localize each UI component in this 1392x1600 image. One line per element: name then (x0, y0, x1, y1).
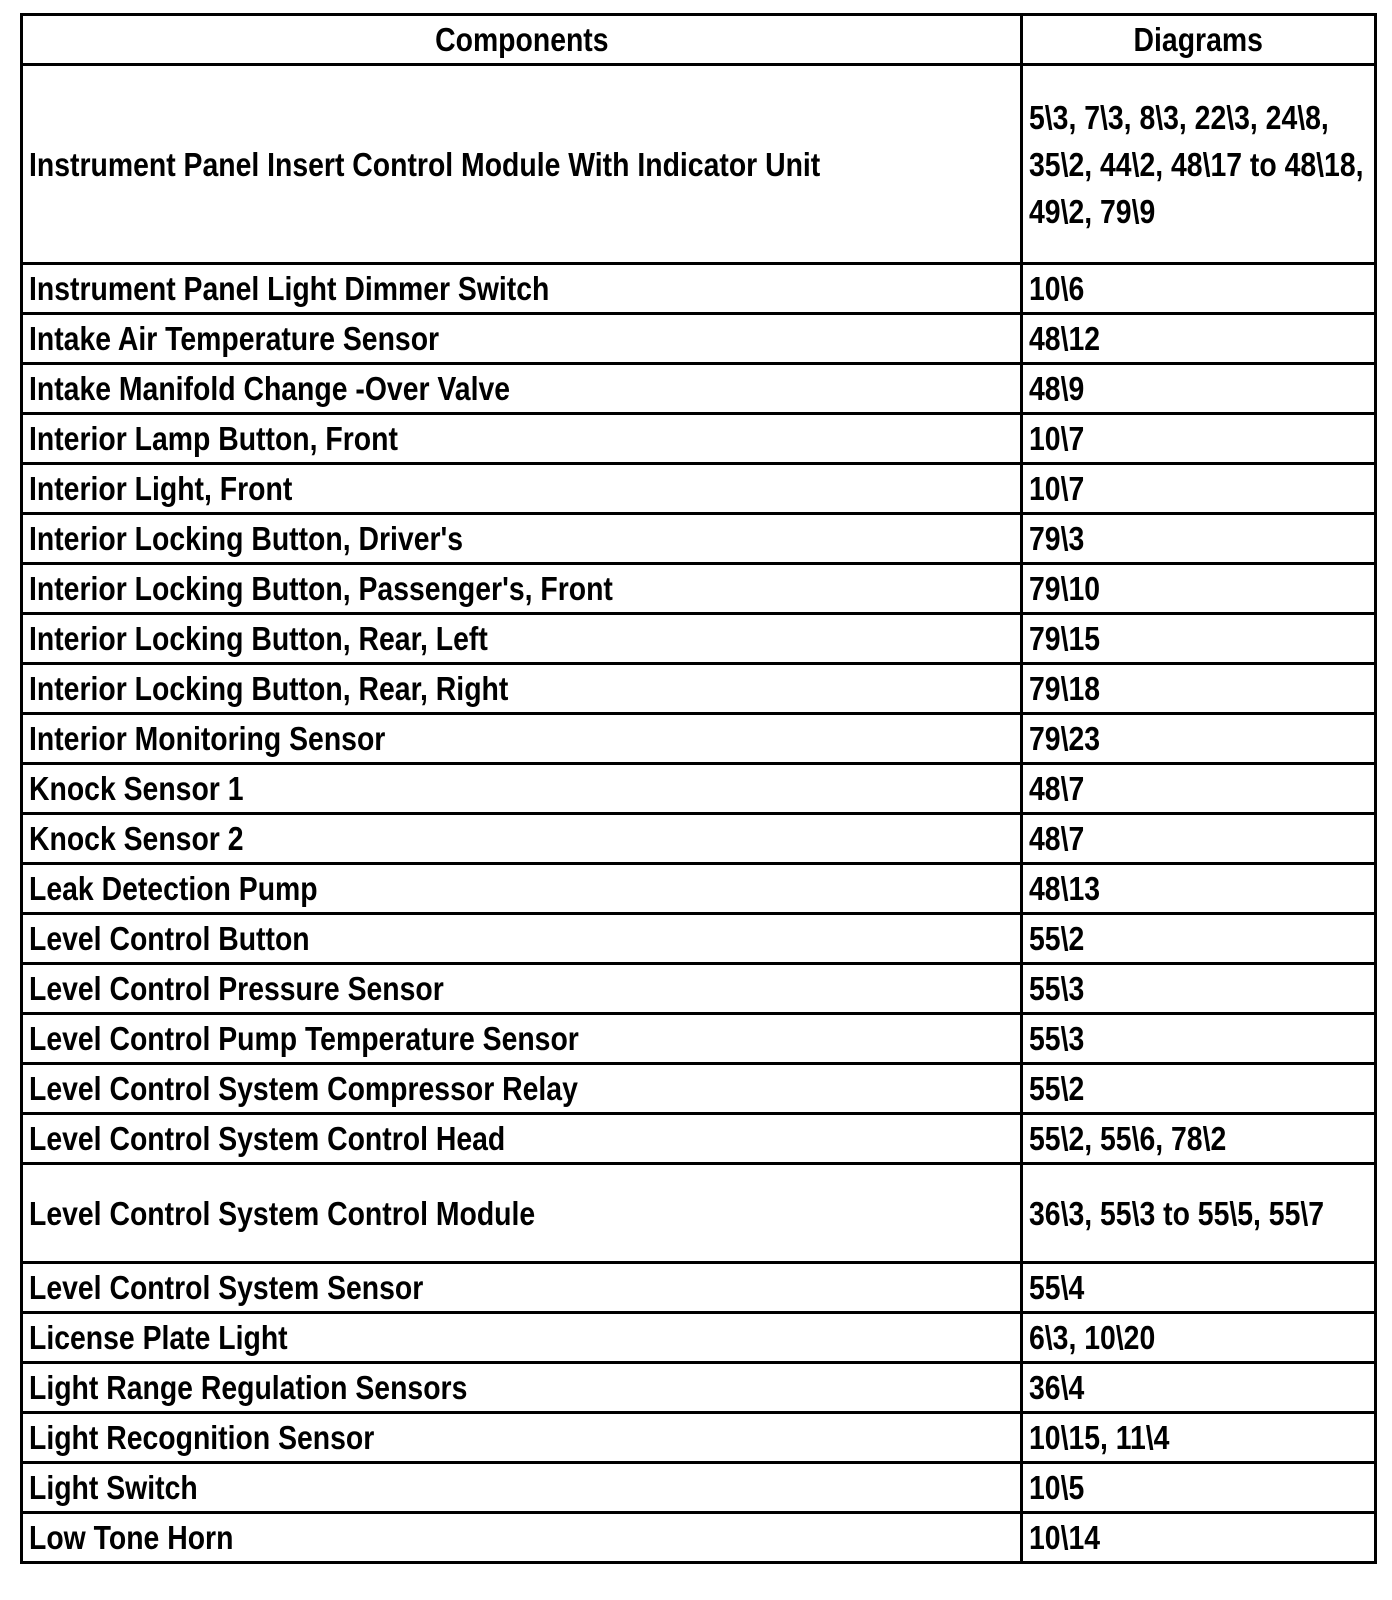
diagrams-cell: 79\23 (1022, 714, 1376, 764)
diagrams-cell: 79\3 (1022, 514, 1376, 564)
component-cell: Instrument Panel Insert Control Module With Indicator Unit (22, 65, 1022, 264)
diagrams-cell: 79\18 (1022, 664, 1376, 714)
table-row (22, 1114, 1376, 1164)
table-row (22, 414, 1376, 464)
component-cell: Interior Monitoring Sensor (22, 714, 1022, 764)
table-header-row (22, 15, 1376, 65)
diagrams-cell: 48\7 (1022, 764, 1376, 814)
table-row (22, 914, 1376, 964)
header-components: Components (22, 15, 1022, 65)
component-cell: Knock Sensor 2 (22, 814, 1022, 864)
component-cell: Level Control System Control Head (22, 1114, 1022, 1164)
component-cell: Leak Detection Pump (22, 864, 1022, 914)
component-cell: Intake Air Temperature Sensor (22, 314, 1022, 364)
table-row (22, 714, 1376, 764)
diagrams-cell: 48\9 (1022, 364, 1376, 414)
diagrams-cell: 5\3, 7\3, 8\3, 22\3, 24\8, 35\2, 44\2, 48\17 to 48\18, 49\2, 79\9 (1022, 65, 1376, 264)
diagrams-cell: 36\3, 55\3 to 55\5, 55\7 (1022, 1164, 1376, 1263)
table-row (22, 564, 1376, 614)
component-cell: Level Control Button (22, 914, 1022, 964)
diagrams-cell: 6\3, 10\20 (1022, 1313, 1376, 1363)
table-row (22, 1064, 1376, 1114)
component-cell: Knock Sensor 1 (22, 764, 1022, 814)
component-cell: Low Tone Horn (22, 1513, 1022, 1563)
table-row (22, 264, 1376, 314)
component-cell: Interior Locking Button, Driver's (22, 514, 1022, 564)
table-row (22, 314, 1376, 364)
component-cell: Interior Locking Button, Rear, Right (22, 664, 1022, 714)
component-cell: Light Switch (22, 1463, 1022, 1513)
diagrams-cell: 10\7 (1022, 414, 1376, 464)
table-row (22, 1413, 1376, 1463)
component-cell: Interior Light, Front (22, 464, 1022, 514)
table-row (22, 1313, 1376, 1363)
diagrams-cell: 55\2 (1022, 1064, 1376, 1114)
diagrams-cell: 79\15 (1022, 614, 1376, 664)
component-cell: Interior Locking Button, Passenger's, Front (22, 564, 1022, 614)
component-cell: Instrument Panel Light Dimmer Switch (22, 264, 1022, 314)
diagrams-cell: 55\4 (1022, 1263, 1376, 1313)
table-row (22, 1164, 1376, 1263)
table-row (22, 364, 1376, 414)
components-table-wrapper (20, 13, 1374, 1564)
component-cell: Light Range Regulation Sensors (22, 1363, 1022, 1413)
component-cell: License Plate Light (22, 1313, 1022, 1363)
diagrams-cell: 55\2, 55\6, 78\2 (1022, 1114, 1376, 1164)
component-cell: Level Control Pump Temperature Sensor (22, 1014, 1022, 1064)
table-row (22, 1363, 1376, 1413)
table-row (22, 614, 1376, 664)
component-cell: Interior Lamp Button, Front (22, 414, 1022, 464)
header-diagrams: Diagrams (1022, 15, 1376, 65)
diagrams-cell: 10\15, 11\4 (1022, 1413, 1376, 1463)
table-row (22, 964, 1376, 1014)
table-row (22, 65, 1376, 264)
table-row (22, 814, 1376, 864)
diagrams-cell: 48\12 (1022, 314, 1376, 364)
diagrams-cell: 48\7 (1022, 814, 1376, 864)
diagrams-cell: 55\3 (1022, 964, 1376, 1014)
component-cell: Level Control Pressure Sensor (22, 964, 1022, 1014)
table-row (22, 1263, 1376, 1313)
table-row (22, 1463, 1376, 1513)
component-cell: Intake Manifold Change -Over Valve (22, 364, 1022, 414)
table-row (22, 1513, 1376, 1563)
table-row (22, 1014, 1376, 1064)
table-row (22, 664, 1376, 714)
component-cell: Level Control System Compressor Relay (22, 1064, 1022, 1114)
component-cell: Interior Locking Button, Rear, Left (22, 614, 1022, 664)
diagrams-cell: 55\3 (1022, 1014, 1376, 1064)
table-row (22, 864, 1376, 914)
diagrams-cell: 48\13 (1022, 864, 1376, 914)
table-row (22, 464, 1376, 514)
diagrams-cell: 79\10 (1022, 564, 1376, 614)
table-row (22, 764, 1376, 814)
diagrams-cell: 10\14 (1022, 1513, 1376, 1563)
components-diagrams-table (20, 13, 1377, 1564)
diagrams-cell: 10\7 (1022, 464, 1376, 514)
component-cell: Level Control System Sensor (22, 1263, 1022, 1313)
diagrams-cell: 10\5 (1022, 1463, 1376, 1513)
diagrams-cell: 10\6 (1022, 264, 1376, 314)
table-row (22, 514, 1376, 564)
diagrams-cell: 36\4 (1022, 1363, 1376, 1413)
diagrams-cell: 55\2 (1022, 914, 1376, 964)
component-cell: Light Recognition Sensor (22, 1413, 1022, 1463)
component-cell: Level Control System Control Module (22, 1164, 1022, 1263)
